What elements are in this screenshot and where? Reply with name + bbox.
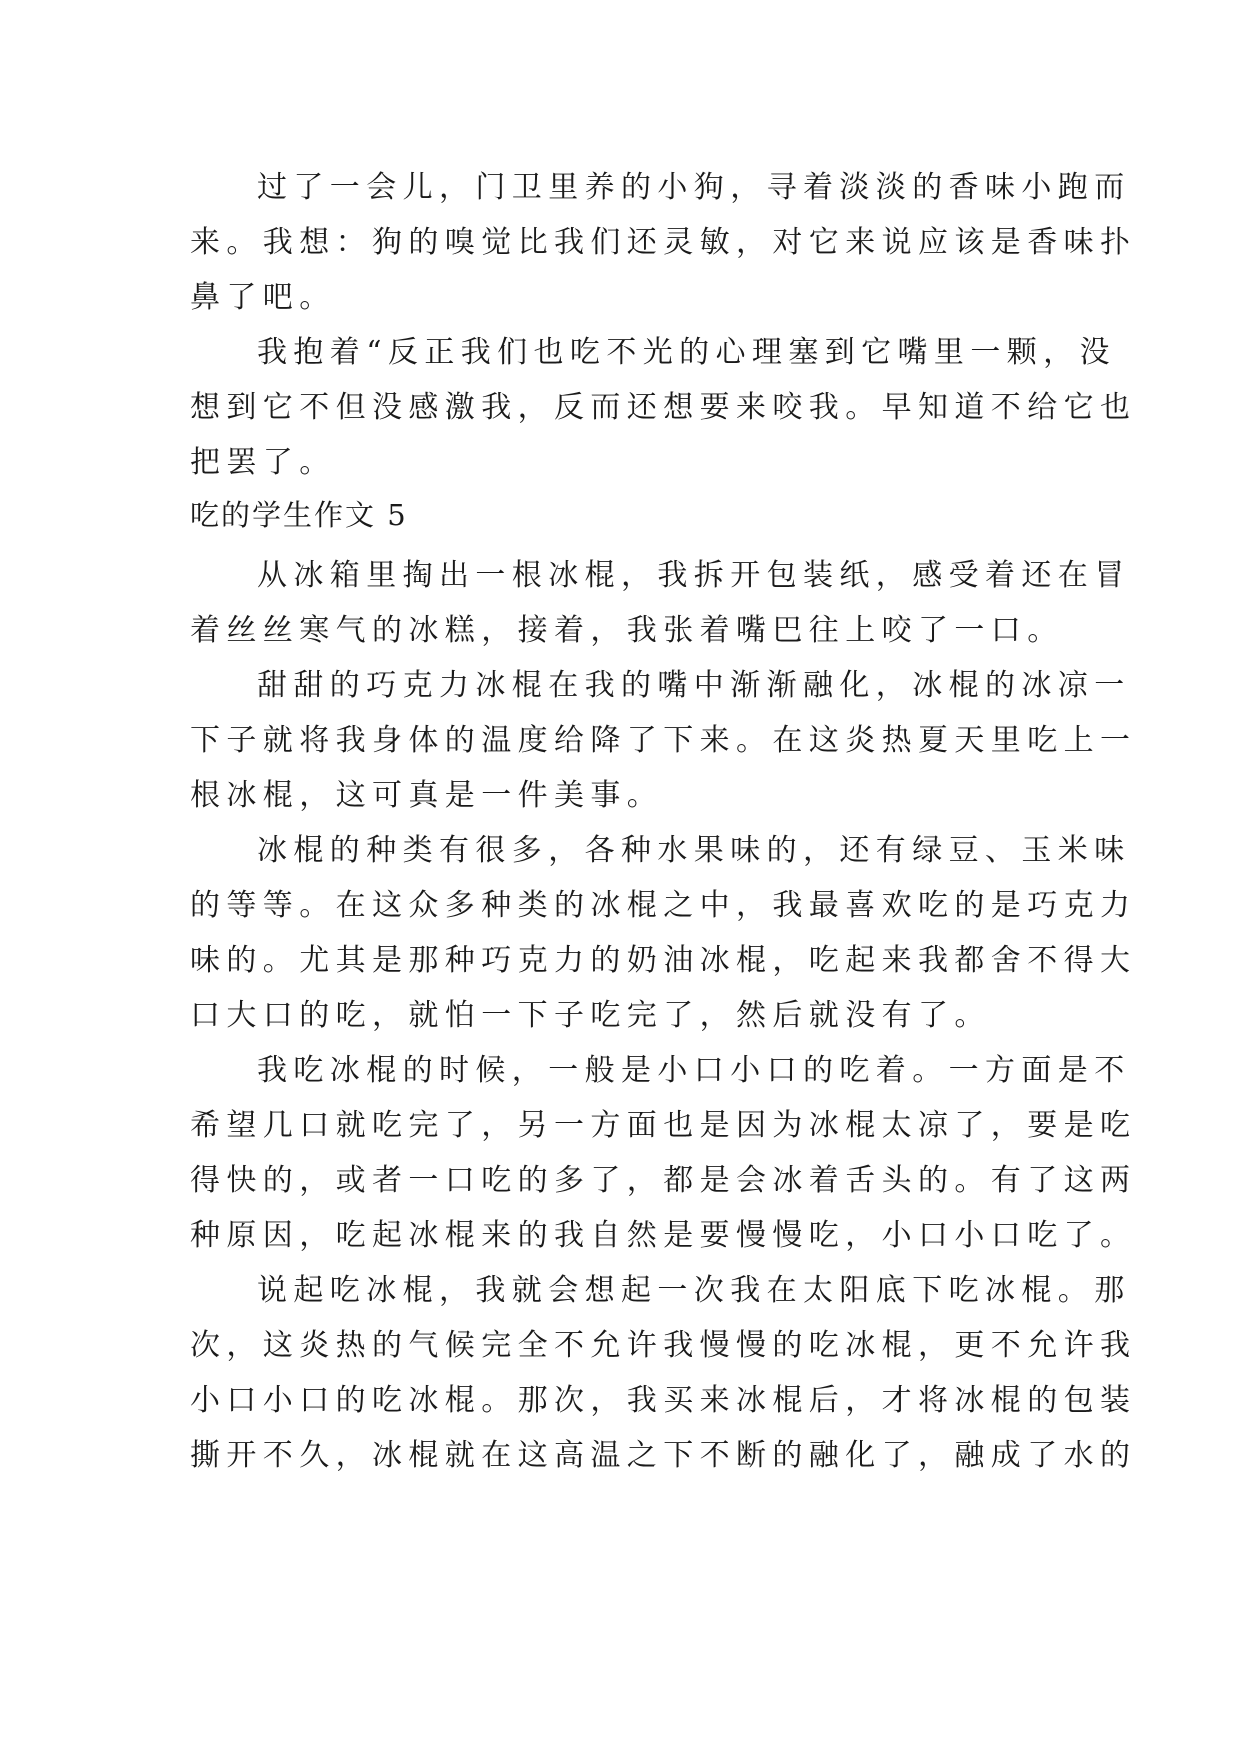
text-line: 撕开不久，冰棍就在这高温之下不断的融化了，融成了水的: [190, 1438, 1137, 1473]
paragraph: [190, 325, 1137, 490]
document-body: [190, 160, 1137, 1483]
spacer: [190, 540, 1060, 548]
text-line: 口大口的吃，就怕一下子吃完了，然后就没有了。: [190, 998, 991, 1033]
text-line: 说起吃冰棍，我就会想起一次我在太阳底下吃冰棍。那: [257, 1273, 1131, 1308]
section-heading: 吃的学生作文 5: [190, 498, 408, 532]
paragraph: [190, 1263, 1137, 1483]
text-line: 把罢了。: [190, 445, 336, 480]
text-line: 小口小口的吃冰棍。那次，我买来冰棍后，才将冰棍的包装: [190, 1383, 1137, 1418]
text-line: 的等等。在这众多种类的冰棍之中，我最喜欢吃的是巧克力: [190, 888, 1137, 923]
text-line: 得快的，或者一口吃的多了，都是会冰着舌头的。有了这两: [190, 1163, 1137, 1198]
text-line: 从冰箱里掏出一根冰棍，我拆开包装纸，感受着还在冒: [257, 558, 1131, 593]
text-line: 甜甜的巧克力冰棍在我的嘴中渐渐融化，冰棍的冰凉一: [257, 668, 1131, 703]
text-line: 来。我想：狗的嗅觉比我们还灵敏，对它来说应该是香味扑: [190, 225, 1137, 260]
text-line: 冰棍的种类有很多，各种水果味的，还有绿豆、玉米味: [257, 833, 1131, 868]
text-line: 次，这炎热的气候完全不允许我慢慢的吃冰棍，更不允许我: [190, 1328, 1137, 1363]
text-line: 下子就将我身体的温度给降了下来。在这炎热夏天里吃上一: [190, 723, 1137, 758]
text-line: 希望几口就吃完了，另一方面也是因为冰棍太凉了，要是吃: [190, 1108, 1137, 1143]
text-line: 种原因，吃起冰棍来的我自然是要慢慢吃，小口小口吃了。: [190, 1218, 1137, 1253]
text-line: 过了一会儿，门卫里养的小狗，寻着淡淡的香味小跑而: [257, 170, 1131, 205]
paragraph: [190, 160, 1137, 325]
text-line: 着丝丝寒气的冰糕，接着，我张着嘴巴往上咬了一口。: [190, 613, 1064, 648]
paragraph: [190, 548, 1131, 658]
text-line: 味的。尤其是那种巧克力的奶油冰棍，吃起来我都舍不得大: [190, 943, 1137, 978]
paragraph: [190, 1043, 1137, 1263]
paragraph: [190, 658, 1137, 823]
text-line: 我抱着“反正我们也吃不光的心理塞到它嘴里一颗，没: [257, 335, 1116, 370]
text-line: 想到它不但没感激我，反而还想要来咬我。早知道不给它也: [190, 390, 1137, 425]
text-line: 根冰棍，这可真是一件美事。: [190, 778, 664, 813]
text-line: 鼻了吧。: [190, 280, 336, 315]
paragraph: [190, 823, 1137, 1043]
text-line: 我吃冰棍的时候，一般是小口小口的吃着。一方面是不: [257, 1053, 1131, 1088]
